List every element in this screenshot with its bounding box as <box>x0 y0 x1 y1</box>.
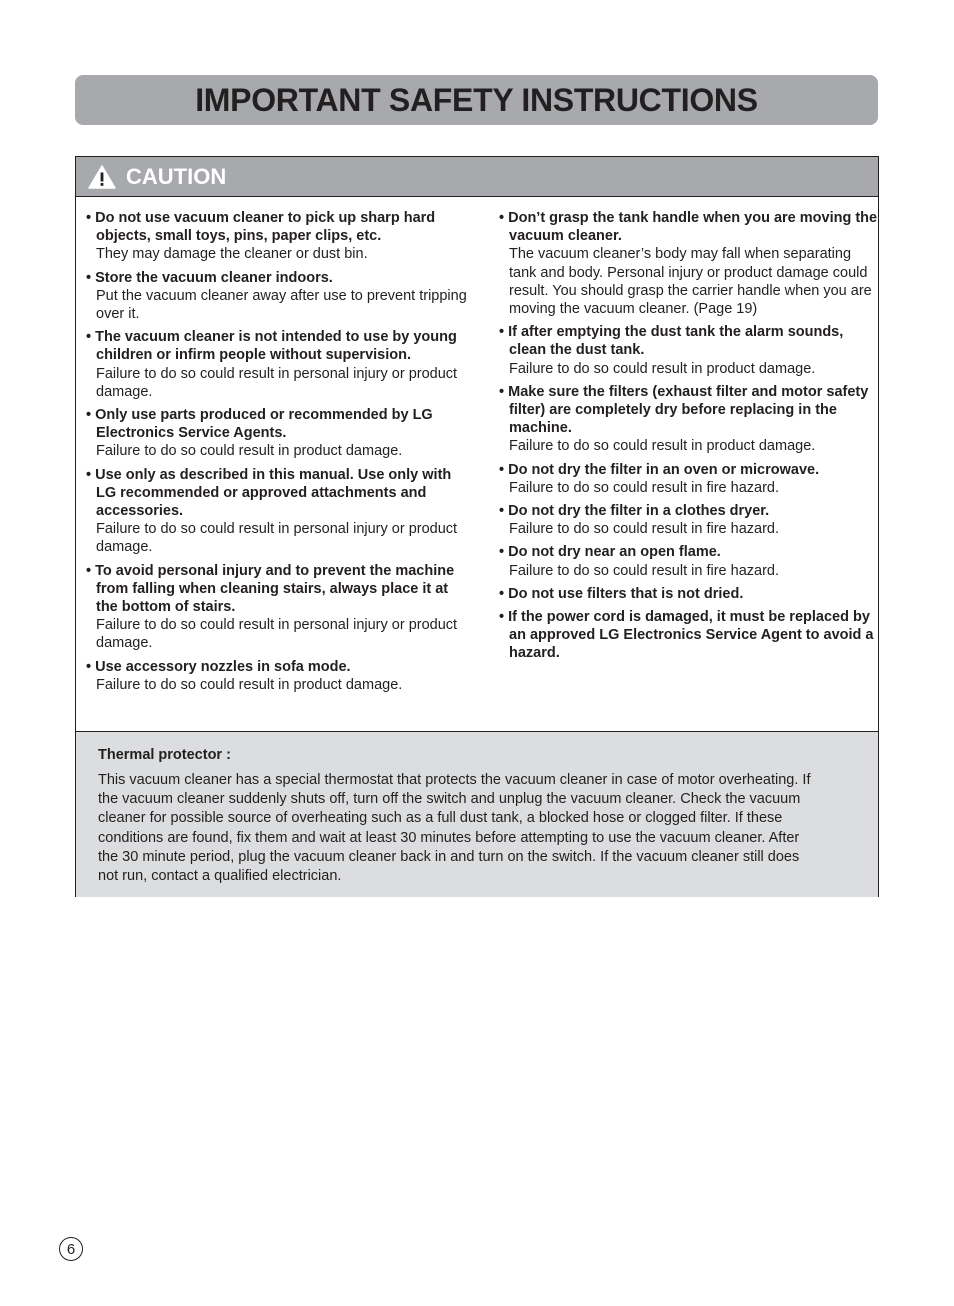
caution-header <box>76 157 878 197</box>
caution-item-description: The vacuum cleaner’s body may fall when separating tank and body. Personal injury or product damage could result. You should grasp the carrier handle when you are moving the vacuum cleaner. (Page 19) <box>509 246 872 318</box>
caution-item <box>86 466 471 557</box>
caution-item-heading: • Don’t grasp the tank handle when you are moving the vacuum cleaner. <box>499 209 879 245</box>
caution-item-description: Failure to do so could result in fire hazard. <box>509 479 779 496</box>
warning-triangle-icon <box>88 165 116 189</box>
caution-item-description: Failure to do so could result in personal injury or product damage. <box>96 521 458 556</box>
caution-box <box>75 156 879 897</box>
caution-item <box>499 323 879 378</box>
caution-item-heading: • Do not use filters that is not dried. <box>499 585 879 603</box>
caution-item-description: Failure to do so could result in fire hazard. <box>509 562 779 579</box>
caution-item-description: Failure to do so could result in product damage. <box>96 443 403 460</box>
thermal-body: This vacuum cleaner has a special thermostat that protects the vacuum cleaner in case of motor overheating. If the vacuum cleaner suddenly shuts off, turn off the switch and unplug the vacuum cleaner. Check the vacuum cleaner for possible source of overheating such as a full dust tank, a blocked hose or clogged filter. If these conditions are found, fix them and wait at least 30 minutes before attempting to use the vacuum cleaner. After the 30 minute period, plug the vacuum cleaner back in and turn on the switch. If the vacuum cleaner still does not run, contact a qualified electrician. <box>98 772 811 885</box>
caution-item-description: Put the vacuum cleaner away after use to prevent tripping over it. <box>96 287 467 323</box>
caution-item-description: Failure to do so could result in fire hazard. <box>509 521 779 538</box>
caution-item-heading: • If the power cord is damaged, it must be replaced by an approved LG Electronics Service Agent to avoid a hazard. <box>499 608 879 663</box>
caution-item-description: Failure to do so could result in personal injury or product damage. <box>96 617 458 652</box>
thermal-heading: Thermal protector : <box>98 747 231 763</box>
caution-item-heading: • Do not dry near an open flame. <box>499 543 879 561</box>
caution-item-description: Failure to do so could result in personal injury or product damage. <box>96 365 458 400</box>
caution-item-description: Failure to do so could result in product damage. <box>96 676 403 693</box>
caution-item-heading: • Do not use vacuum cleaner to pick up sharp hard objects, small toys, pins, paper clips, etc. <box>86 209 471 245</box>
caution-item-heading: • Store the vacuum cleaner indoors. <box>86 269 471 287</box>
caution-item-heading: • Do not dry the filter in a clothes dryer. <box>499 502 879 520</box>
caution-item <box>86 658 471 694</box>
caution-item-heading: • Use accessory nozzles in sofa mode. <box>86 658 471 676</box>
caution-item-description: They may damage the cleaner or dust bin. <box>96 246 368 263</box>
caution-item <box>499 383 879 456</box>
page-number: 6 <box>59 1237 83 1261</box>
caution-item-description: Failure to do so could result in product damage. <box>509 438 816 455</box>
caution-item-heading: • Do not dry the filter in an oven or microwave. <box>499 461 879 479</box>
caution-item <box>499 543 879 579</box>
caution-item <box>499 461 879 497</box>
caution-right-column <box>499 209 879 668</box>
caution-item-heading: • Use only as described in this manual. Use only with LG recommended or approved attachments and accessories. <box>86 466 471 521</box>
caution-item <box>499 209 879 318</box>
caution-item-heading: • To avoid personal injury and to prevent the machine from falling when cleaning stairs, always place it at the bottom of stairs. <box>86 562 471 617</box>
caution-item <box>86 209 471 264</box>
caution-item <box>499 502 879 538</box>
caution-item-heading: • The vacuum cleaner is not intended to use by young children or infirm people without supervision. <box>86 328 471 364</box>
caution-item <box>499 585 879 603</box>
caution-item <box>86 269 471 324</box>
thermal-protector-panel <box>76 731 878 897</box>
page-title: IMPORTANT SAFETY INSTRUCTIONS <box>195 81 758 118</box>
caution-item <box>499 608 879 663</box>
caution-item <box>86 406 471 461</box>
title-bar <box>75 75 878 125</box>
caution-label: CAUTION <box>126 163 227 189</box>
caution-item-heading: • Make sure the filters (exhaust filter and motor safety filter) are completely dry before replacing in the machine. <box>499 383 879 438</box>
caution-item <box>86 562 471 653</box>
caution-item <box>86 328 471 401</box>
caution-item-heading: • If after emptying the dust tank the alarm sounds, clean the dust tank. <box>499 323 879 359</box>
caution-left-column <box>86 209 471 699</box>
caution-item-heading: • Only use parts produced or recommended by LG Electronics Service Agents. <box>86 406 471 442</box>
caution-item-description: Failure to do so could result in product damage. <box>509 360 816 377</box>
